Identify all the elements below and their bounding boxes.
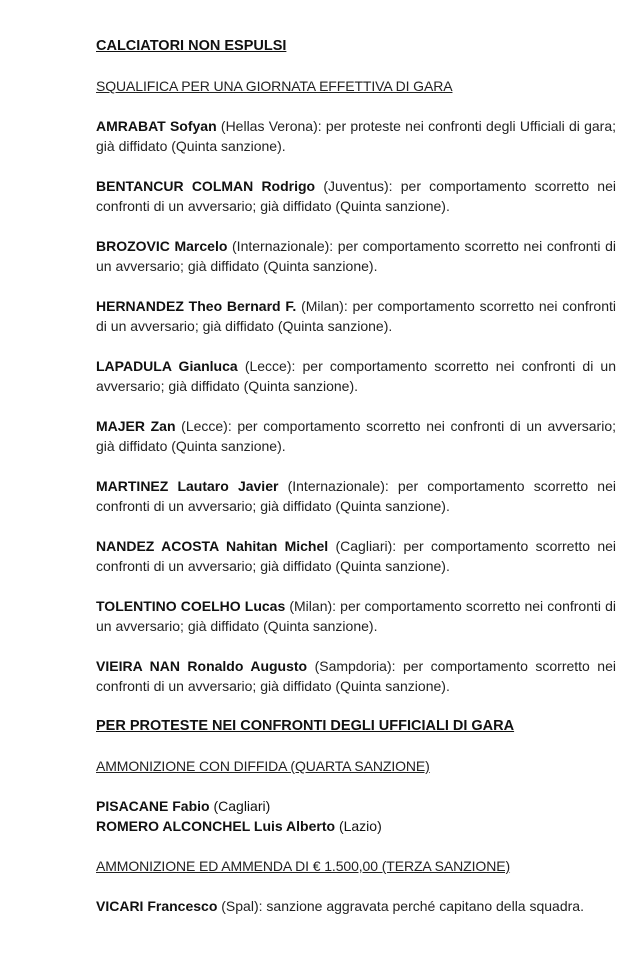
sanction-text: : sanzione aggravata perché capitano della squadra. <box>258 898 584 914</box>
team-name: (Lecce) <box>244 358 292 374</box>
section-subtitle: AMMONIZIONE CON DIFFIDA (QUARTA SANZIONE) <box>96 758 430 774</box>
list-item <box>96 816 616 836</box>
entry-majer <box>96 416 616 456</box>
entry-vieira <box>96 656 616 696</box>
team-name: (Hellas Verona) <box>220 118 318 134</box>
entry-amrabat <box>96 116 616 156</box>
entry-tolentino <box>96 596 616 636</box>
team-name: (Juventus) <box>323 178 389 194</box>
entry-brozovic <box>96 236 616 276</box>
sanction-text: : per comportamento scorretto nei confronti di un avversario; già diffidato (Quinta sanzione). <box>96 178 616 214</box>
player-name: BENTANCUR COLMAN Rodrigo <box>96 178 316 194</box>
team-name: (Cagliari) <box>335 538 393 554</box>
team-name: (Lecce) <box>181 418 228 434</box>
player-name: HERNANDEZ Theo Bernard F. <box>96 298 297 314</box>
sanction-text: : per comportamento scorretto nei confronti di un avversario; già diffidato (Quinta sanzione). <box>96 538 617 574</box>
team-name: (Milan) <box>289 598 333 614</box>
entry-hernandez <box>96 296 616 336</box>
section-title: CALCIATORI NON ESPULSI <box>96 38 287 54</box>
section-subtitle: AMMONIZIONE ED AMMENDA DI € 1.500,00 (TERZA SANZIONE) <box>96 858 511 874</box>
sanction-text: : per comportamento scorretto nei confronti di un avversario; già diffidato (Quinta sanzione). <box>96 358 616 394</box>
section-title: PER PROTESTE NEI CONFRONTI DEGLI UFFICIALI DI GARA <box>96 718 515 734</box>
player-name: AMRABAT Sofyan <box>96 118 217 134</box>
player-name: NANDEZ ACOSTA Nahitan Michel <box>96 538 329 554</box>
section-subtitle: SQUALIFICA PER UNA GIORNATA EFFETTIVA DI GARA <box>96 78 453 94</box>
entry-nandez <box>96 536 616 576</box>
entry-lapadula <box>96 356 616 396</box>
player-name: VICARI Francesco <box>96 898 218 914</box>
team-name: (Internazionale) <box>232 238 330 254</box>
team-name: (Cagliari) <box>213 798 271 814</box>
sanction-text: : per comportamento scorretto nei confronti di un avversario; già diffidato (Quinta sanzione). <box>96 658 616 694</box>
team-name: (Internazionale) <box>287 478 385 494</box>
player-name: MAJER Zan <box>96 418 176 434</box>
player-name: PISACANE Fabio <box>96 798 210 814</box>
player-name: MARTINEZ Lautaro Javier <box>96 478 279 494</box>
player-name: BROZOVIC Marcelo <box>96 238 228 254</box>
sanction-text: : per proteste nei confronti degli Ufficiali di gara; già diffidato (Quinta sanzione). <box>96 118 617 154</box>
team-name: (Lazio) <box>338 818 382 834</box>
team-name: (Milan) <box>301 298 344 314</box>
document <box>96 36 616 916</box>
player-name: TOLENTINO COELHO Lucas <box>96 598 286 614</box>
list-item <box>96 796 616 816</box>
entry-bentancur <box>96 176 616 216</box>
sanction-text: : per comportamento scorretto nei confronti di un avversario; già diffidato (Quinta sanzione). <box>96 418 616 454</box>
sanction-text: : per comportamento scorretto nei confronti di un avversario; già diffidato (Quinta sanzione). <box>96 478 616 514</box>
team-name: (Sampdoria) <box>314 658 392 674</box>
player-name: VIEIRA NAN Ronaldo Augusto <box>96 658 308 674</box>
player-name: ROMERO ALCONCHEL Luis Alberto <box>96 818 336 834</box>
player-name: LAPADULA Gianluca <box>96 358 238 374</box>
team-name: (Spal) <box>221 898 259 914</box>
sanction-text: : per comportamento scorretto nei confronti di un avversario; già diffidato (Quinta sanzione). <box>96 598 617 634</box>
entry-vicari <box>96 896 616 916</box>
sanction-text: : per comportamento scorretto nei confronti di un avversario; già diffidato (Quinta sanzione). <box>96 298 617 334</box>
sanction-text: : per comportamento scorretto nei confronti di un avversario; già diffidato (Quinta sanzione). <box>96 238 617 274</box>
entry-martinez <box>96 476 616 516</box>
